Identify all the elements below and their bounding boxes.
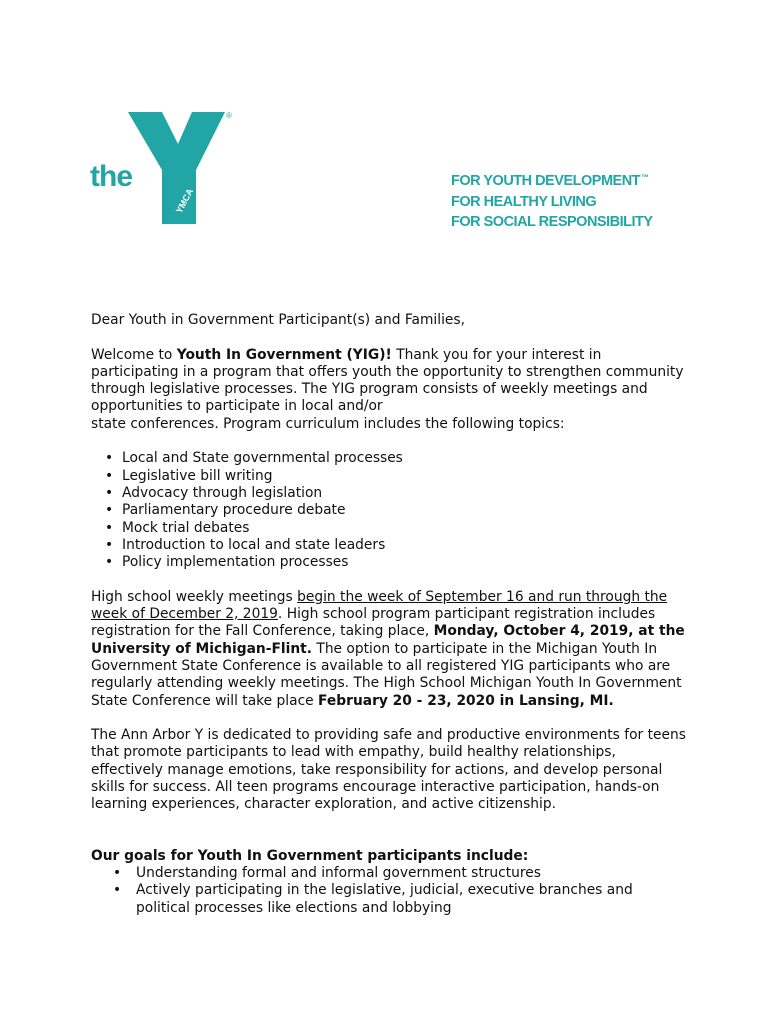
list-item: • Mock trial debates: [105, 520, 691, 537]
tagline-line-1: FOR YOUTH DEVELOPMENT™: [451, 173, 649, 189]
list-item: • Legislative bill writing: [105, 468, 691, 485]
tagline-line-2: FOR HEALTHY LIVING: [451, 193, 597, 210]
list-item: • Understanding formal and informal government structures: [113, 865, 691, 882]
logo-ymca-text: YMCA: [173, 186, 196, 215]
ymca-tagline: [451, 168, 653, 233]
list-item: • Local and State governmental processes: [105, 450, 691, 467]
ann-arbor-paragraph: The Ann Arbor Y is dedicated to providing safe and productive environments for teens that promote participants to lead with empathy, build healthy relationships, effectively manage emotions, take responsibility for actions, and develop personal skills for success. All teen programs encourage interactive participation, hands-on learning experiences, character exploration, and active citizenship.: [91, 727, 686, 813]
goals-heading: Our goals for Youth In Government participants include:: [91, 847, 529, 864]
list-item: • Parliamentary procedure debate: [105, 502, 691, 519]
logo-word-the: the: [90, 160, 132, 193]
meeting-dates: begin the week of September 16 and run through the week of December 2, 2019: [91, 588, 668, 623]
fall-conference-date: Monday, October 4, 2019, at the University of Michigan-Flint.: [91, 623, 685, 657]
trademark-mark: ™: [641, 173, 649, 182]
tagline-line-3: FOR SOCIAL RESPONSIBILITY: [451, 214, 653, 230]
list-item: • Introduction to local and state leaders: [105, 537, 691, 554]
goals-list: [91, 865, 691, 917]
program-name: Youth In Government (YIG)!: [176, 346, 392, 363]
intro-paragraph: Welcome to Youth In Government (YIG)! Thank you for your interest in participating in a program that offers youth the opportunity to strengthen community through legislative processes. The YIG program consists of weekly meetings and opportunities to participate in local and/or state conferences. Program curriculum includes the following topics:: [91, 346, 684, 432]
list-item: • Policy implementation processes: [105, 554, 691, 571]
salutation: Dear Youth in Government Participant(s) and Families,: [91, 312, 465, 328]
list-item: • Advocacy through legislation: [105, 485, 691, 502]
topics-list: [91, 450, 691, 571]
ymca-logo: [88, 108, 248, 228]
list-item: • Actively participating in the legislative, judicial, executive branches and political processes like elections and lobbying: [113, 882, 691, 917]
schedule-paragraph: High school weekly meetings begin the week of September 16 and run through the week of December 2, 2019. High school program participant registration includes registration for the Fall Conference, taking place, Monday, October 4, 2019, at the University of Michigan-Flint. The option to participate in the Michigan Youth In Government State Conference is available to all registered YIG participants who are regularly attending weekly meetings. The High School Michigan Youth In Government State Conference will take place February 20 - 23, 2020 in Lansing, MI.: [91, 588, 685, 709]
registered-mark: ®: [226, 111, 232, 120]
letter-body: [91, 312, 691, 917]
state-conference-date: February 20 - 23, 2020 in Lansing, MI.: [318, 692, 614, 709]
